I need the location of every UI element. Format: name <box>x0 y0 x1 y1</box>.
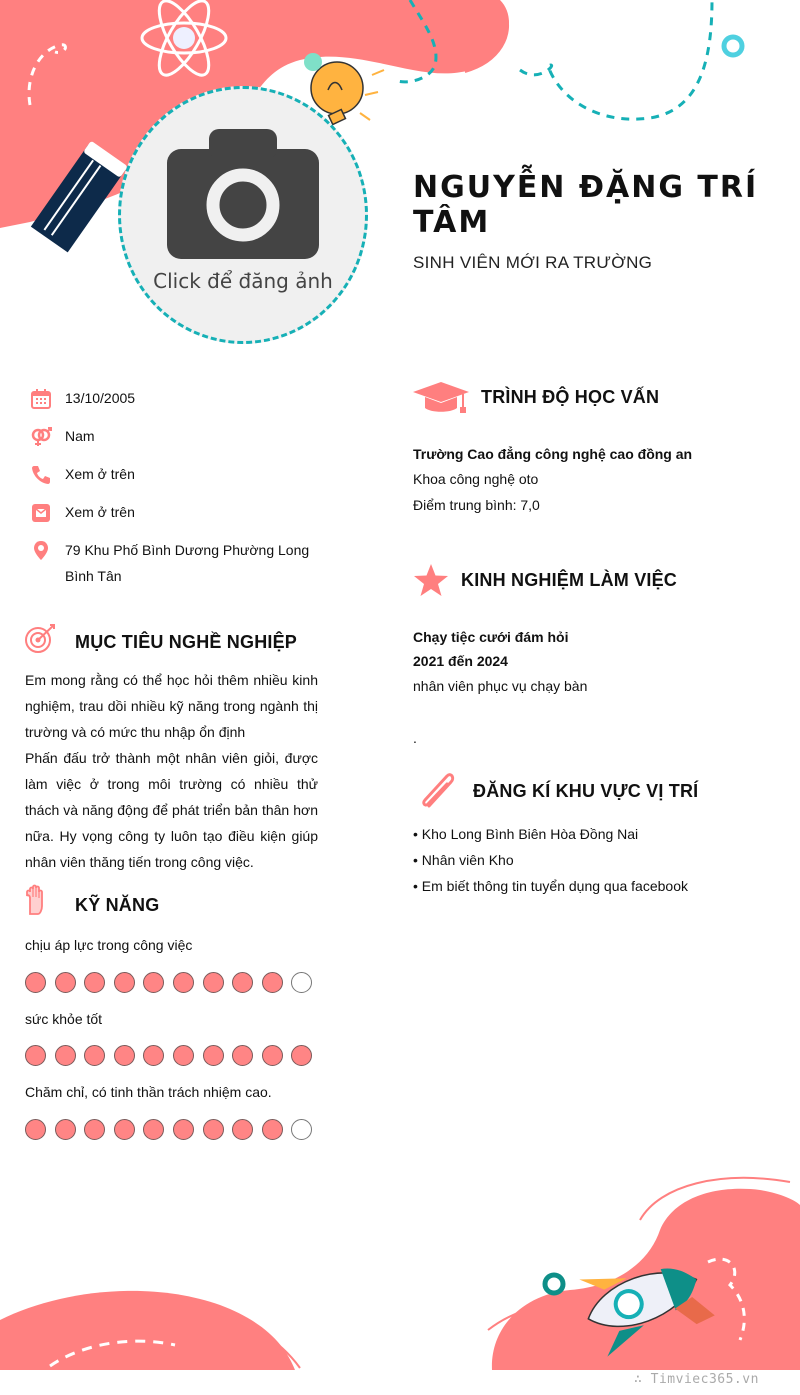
rating-dot-filled <box>262 972 283 993</box>
rating-dot-filled <box>173 1119 194 1140</box>
experience-title: KINH NGHIỆM LÀM VIỆC <box>461 570 678 590</box>
photo-upload[interactable] <box>118 86 368 344</box>
rating-dot-filled <box>203 1045 224 1066</box>
rating-dot-filled <box>55 972 76 993</box>
location-pin-icon <box>30 540 52 562</box>
email-icon <box>30 502 52 524</box>
email-text: Xem ở trên <box>65 504 135 520</box>
phone-text: Xem ở trên <box>65 466 135 482</box>
experience-period: 2021 đến 2024 <box>413 653 508 669</box>
rating-dot-filled <box>114 1045 135 1066</box>
rating-dot-filled <box>114 1119 135 1140</box>
location-item: • Nhân viên Kho <box>413 852 514 868</box>
photo-upload-label: Click để đăng ảnh <box>153 269 333 293</box>
graduation-cap-icon <box>413 380 469 414</box>
raised-hand-icon <box>24 884 50 916</box>
location-title: ĐĂNG KÍ KHU VỰC VỊ TRÍ <box>473 781 699 801</box>
target-icon <box>24 622 58 656</box>
skill-rating-1 <box>25 972 312 993</box>
education-school: Trường Cao đẳng công nghệ cao đồng an <box>413 446 693 462</box>
camera-icon <box>167 129 319 259</box>
rating-dot-filled <box>203 972 224 993</box>
rating-dot-empty <box>291 972 312 993</box>
gender-icon <box>30 426 52 448</box>
skills-title: KỸ NĂNG <box>75 895 160 915</box>
phone-icon <box>30 464 52 486</box>
education-faculty: Khoa công nghệ oto <box>413 471 539 487</box>
rating-dot-filled <box>262 1045 283 1066</box>
rating-dot-filled <box>84 1045 105 1066</box>
birthday-text: 13/10/2005 <box>65 390 136 406</box>
rating-dot-filled <box>25 972 46 993</box>
full-name: NGUYỄN ĐẶNG TRÍ TÂM <box>413 170 759 240</box>
contact-gender <box>30 426 330 449</box>
rating-dot-filled <box>232 1045 253 1066</box>
gender-text: Nam <box>65 428 95 444</box>
objective-title: MỤC TIÊU NGHỀ NGHIỆP <box>75 632 298 652</box>
rating-dot-filled <box>25 1119 46 1140</box>
rating-dot-filled <box>55 1119 76 1140</box>
rating-dot-filled <box>143 1119 164 1140</box>
rating-dot-filled <box>143 1045 164 1066</box>
rating-dot-filled <box>143 972 164 993</box>
experience-job: Chạy tiệc cưới đám hỏi <box>413 629 569 645</box>
objective-paragraph-2: Phấn đấu trở thành một nhân viên giỏi, được làm việc ở trong môi trường có nhiều thử thách và năng động để phát triển bản thân hơn nữa. Hy vọng công ty luôn tạo điều kiện giúp nhân viên thăng tiến trong công việc. <box>25 750 318 870</box>
rating-dot-filled <box>203 1119 224 1140</box>
rating-dot-filled <box>232 1119 253 1140</box>
objective-paragraph-1: Em mong rằng có thể học hỏi thêm nhiều kinh nghiệm, trau dồi nhiều kỹ năng trong ngành thị trường và có mức thu nhập ổn định <box>25 672 318 740</box>
skill-rating-2 <box>25 1045 312 1066</box>
star-icon <box>413 563 449 597</box>
rating-dot-filled <box>173 972 194 993</box>
bottom-left-blob <box>0 1291 295 1370</box>
education-gpa: Điểm trung bình: 7,0 <box>413 497 540 513</box>
rating-dot-filled <box>84 972 105 993</box>
skill-rating-3 <box>25 1119 312 1140</box>
location-item: • Em biết thông tin tuyển dụng qua facebook <box>413 878 688 894</box>
paperclip-icon <box>417 770 459 812</box>
experience-extra: . <box>413 730 417 746</box>
rating-dot-filled <box>55 1045 76 1066</box>
skill-label-3: Chăm chỉ, có tinh thần trách nhiệm cao. <box>25 1084 272 1100</box>
rating-dot-filled <box>232 972 253 993</box>
rating-dot-filled <box>25 1045 46 1066</box>
rating-dot-filled <box>84 1119 105 1140</box>
skill-label-1: chịu áp lực trong công việc <box>25 937 193 953</box>
rating-dot-filled <box>291 1045 312 1066</box>
location-item: • Kho Long Bình Biên Hòa Đồng Nai <box>413 826 639 842</box>
skill-label-2: sức khỏe tốt <box>25 1011 103 1027</box>
contact-email <box>30 502 330 525</box>
watermark: ∴ Timviec365.vn <box>634 1372 759 1387</box>
rating-dot-empty <box>291 1119 312 1140</box>
rating-dot-filled <box>262 1119 283 1140</box>
contact-address <box>30 540 315 589</box>
job-title: SINH VIÊN MỚI RA TRƯỜNG <box>413 253 653 272</box>
experience-role: nhân viên phục vụ chạy bàn <box>413 678 588 694</box>
address-text: 79 Khu Phố Bình Dương Phường Long Bình Tân <box>65 542 310 584</box>
rating-dot-filled <box>114 972 135 993</box>
education-title: TRÌNH ĐỘ HỌC VẤN <box>481 387 660 407</box>
calendar-icon <box>30 388 52 410</box>
rating-dot-filled <box>173 1045 194 1066</box>
contact-phone <box>30 464 330 487</box>
contact-birthday <box>30 388 330 411</box>
